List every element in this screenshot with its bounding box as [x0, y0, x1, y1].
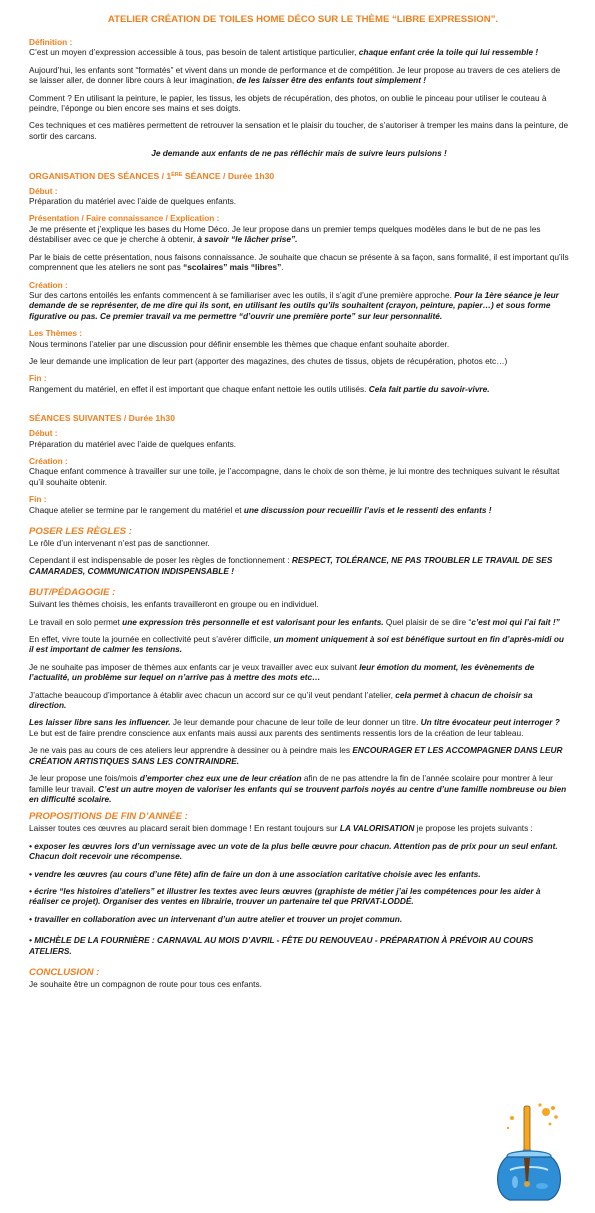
- emphasis: c’est moi qui l’ai fait !”: [471, 616, 560, 627]
- presentation-paragraph-1: [29, 224, 569, 245]
- but-paragraph-2: [29, 617, 569, 627]
- emphasis: chaque enfant crée la toile qui lui ressemble !: [358, 47, 539, 58]
- creation-label: Création :: [29, 279, 68, 290]
- emphasis: Les laisser libre sans les influencer.: [29, 717, 171, 728]
- emphasis: un moment uniquement à soi est bénéfique surtout en fin d’après-midi ou il est important de calmer les tensions.: [29, 634, 565, 655]
- text: Aujourd’hui, les enfants sont “formatés” et vivent dans un monde de performance et de compétition. Je leur propose au travers de ces ateliers de se laisser aller, de donner libre cours à leur imagination,: [29, 64, 561, 86]
- regles-paragraph-2: [29, 555, 569, 576]
- conclusion-text: Je souhaite être un compagnon de route pour tous ces enfants.: [29, 978, 262, 989]
- emphasis: Un titre évocateur peut interroger ?: [420, 717, 560, 728]
- definition-paragraph-4: Ces techniques et ces matières permettent de retrouver la sensation et le plaisir du toucher, de s’autoriser à tremper les mains dans la peinture, de sortir des carcans.: [29, 120, 569, 141]
- suivantes-debut-text: Préparation du matériel avec l’aide de quelques enfants.: [29, 438, 237, 449]
- text: En effet, vivre toute la journée en collectivité peut s’avérer difficile,: [29, 634, 274, 645]
- text: Je leur propose une fois/mois: [29, 773, 140, 784]
- emphasis: leur émotion du moment, les évènements de l’actualité, un problème sur lequel on n’arrive pas à mettre des mots etc…: [29, 661, 535, 683]
- text: Je leur demande pour chacune de leur toile de leur donner un titre.: [170, 717, 421, 728]
- text: ORGANISATION DES SÉANCES / 1: [29, 170, 172, 181]
- but-heading: BUT/PÉDAGOGIE :: [29, 587, 116, 599]
- text: Je ne vais pas au cours de ces ateliers leur apprendre à dessiner ou à peindre mais les: [29, 745, 353, 756]
- emphasis: Pour la 1ère séance je leur demande de se représenter, de me dire qui ils sont, en utilisant les outils qu’ils souhaitent (crayon, peinture, papier…) et sous forme figurative ou pas. Ce premier travail va me permettre “d’ouvrir une première porte” sur leur personnalité.: [29, 289, 559, 321]
- text: Je me présente et j’explique les bases du Home Déco. Je leur propose dans un premier temps quelques modèles dans le but de ne pas les déstabiliser avec ce que je cherche à obtenir,: [29, 223, 541, 245]
- but-paragraph-6: [29, 717, 569, 738]
- text: Cependant il est indispensable de poser les règles de fonctionnement :: [29, 555, 292, 566]
- propositions-heading: PROPOSITIONS DE FIN D’ANNÉE :: [29, 811, 188, 823]
- text: .: [281, 262, 284, 273]
- text: Sur des cartons entoilés les enfants commencent à se familiariser avec les outils, il s’agit d’une première approche.: [29, 289, 455, 300]
- but-paragraph-1: Suivant les thèmes choisis, les enfants travailleront en groupe ou en individuel.: [29, 599, 319, 610]
- proposition-item: • vendre les œuvres (au cours d’une fête) afin de faire un don à une association caritative choisie avec les enfants.: [29, 868, 481, 879]
- emphasis: Cela fait partie du savoir-vivre.: [368, 383, 490, 394]
- text: Laisser toutes ces œuvres au placard serait bien dommage ! En restant toujours sur: [29, 823, 340, 834]
- emphasis: cela permet à chacun de choisir sa direction.: [29, 689, 533, 711]
- fin-label: Fin :: [29, 373, 47, 384]
- but-paragraph-4: [29, 662, 569, 683]
- emphasis: ENCOURAGER ET LES ACCOMPAGNER DANS LEUR CRÉATION ARTISTIQUES SANS LES CONTRAINDRE.: [29, 745, 563, 766]
- themes-paragraph-1: Nous terminons l’atelier par une discussion pour définir ensemble les thèmes que chaque enfant souhaite aborder.: [29, 338, 450, 349]
- definition-heading: Définition :: [29, 37, 73, 47]
- themes-paragraph-2: Je leur demande une implication de leur part (apporter des magazines, des chutes de tissus, objets de récupération, photos etc…): [29, 355, 508, 366]
- conclusion-heading: CONCLUSION :: [29, 966, 100, 978]
- text: Le but est de faire prendre conscience aux enfants mais aussi aux parents des sentiments ressentis lors de la création de leur tableau.: [29, 727, 524, 738]
- text: Rangement du matériel, en effet il est important que chaque enfant nettoie les outils utilisés.: [29, 383, 369, 394]
- emphasis: une expression très personnelle et est valorisant pour les enfants.: [122, 616, 384, 627]
- definition-paragraph-2: [29, 65, 569, 86]
- suivantes-creation-text: Chaque enfant commence à travailler sur une toile, je l’accompagne, dans le choix de son thème, je lui montre des techniques suivant le résultat qu’il souhaite obtenir.: [29, 466, 560, 487]
- text: Chaque atelier se termine par le rangement du matériel et: [29, 504, 244, 515]
- regles-heading: POSER LES RÈGLES :: [29, 526, 132, 537]
- text: afin de ne pas attendre la fin de l’année scolaire pour montrer à leur famille leur travail.: [29, 773, 553, 794]
- proposition-item: • écrire “les histoires d’ateliers” et illustrer les textes avec leurs œuvres (graphiste de métier j’ai les compétences pour les aider à réaliser ce projet). Organiser des ventes en librairie, trouver un partenaire tel que PRIVAT-LODDÉ.: [29, 885, 541, 907]
- but-paragraph-7: [29, 745, 569, 766]
- but-paragraph-5: [29, 690, 569, 711]
- text: J’attache beaucoup d’importance à établir avec chacun un accord sur ce qu’il veut pendant l’atelier,: [29, 689, 396, 700]
- text: Le travail en solo permet: [29, 616, 123, 627]
- text: Par le biais de cette présentation, nous faisons connaissance. Je souhaite que chacun se présente à sa façon, sans formalité, il est important qu’ils comprennent que les ateliers ne sont pas: [29, 251, 569, 273]
- suivantes-fin-paragraph: [29, 505, 569, 515]
- text: Je ne souhaite pas imposer de thèmes aux enfants car je veux travailler avec eux suivant: [29, 661, 360, 672]
- paint-jar-with-brush-icon: [490, 1100, 568, 1204]
- emphasis: RESPECT, TOLÉRANCE, NE PAS TROUBLER LE TRAVAIL DE SES CAMARADES, COMMUNICATION INDISPENSABLE !: [29, 555, 553, 576]
- page-title: ATELIER CRÉATION DE TOILES HOME DÉCO SUR LE THÈME “LIBRE EXPRESSION”.: [107, 14, 499, 25]
- emphasis: LA VALORISATION: [339, 823, 415, 834]
- emphasis: une discussion pour recueillir l’avis et le ressenti des enfants !: [243, 504, 492, 515]
- text: SÉANCE / Durée 1h30: [182, 170, 275, 181]
- organisation-debut-text: Préparation du matériel avec l’aide de quelques enfants.: [29, 196, 237, 207]
- suivantes-fin-label: Fin :: [29, 494, 47, 505]
- definition-paragraph-3: Comment ? En utilisant la peinture, le papier, les tissus, les objets de récupération, des photos, on oublie le pinceau pour utiliser le couteau à peindre, l’éponge ou bien encore ses mains et ses doigts.: [29, 92, 547, 114]
- suivantes-debut-label: Début :: [29, 428, 58, 439]
- propositions-intro: [29, 823, 569, 833]
- suivantes-heading: SÉANCES SUIVANTES / Durée 1h30: [29, 413, 175, 424]
- text: C’est un moyen d’expression accessible à tous, pas besoin de talent artistique particulier,: [29, 47, 359, 58]
- emphasis: de les laisser être des enfants tout simplement !: [236, 75, 427, 86]
- emphasis: à savoir “le lâcher prise”.: [197, 234, 298, 245]
- emphasis: C’est un autre moyen de valoriser les enfants qui se trouvent parfois noyés au centre d’une famille nombreuse ou bien en difficulté scolaire.: [29, 783, 567, 804]
- proposition-item: • exposer les œuvres lors d’un vernissage avec un vote de la plus belle œuvre pour chacun. Attention pas de prix pour un seul enfant. Chacun doit recevoir une récompense.: [29, 840, 558, 862]
- presentation-label: Présentation / Faire connaissance / Explication :: [29, 213, 220, 224]
- definition-paragraph-1: [29, 47, 569, 57]
- text: je propose les projets suivants :: [414, 823, 533, 834]
- superscript: ÈRE: [171, 171, 183, 178]
- text: Quel plaisir de se dire “: [383, 616, 472, 627]
- emphasis: d’emporter chez eux une de leur création: [139, 773, 302, 784]
- organisation-debut-label: Début :: [29, 185, 58, 196]
- regles-paragraph-1: Le rôle d’un intervenant n’est pas de sanctionner.: [29, 538, 210, 548]
- presentation-paragraph-2: [29, 252, 569, 273]
- organisation-heading: [29, 170, 569, 182]
- emphasis: “scolaires” mais “libres”: [183, 262, 282, 273]
- definition-paragraph-5: Je demande aux enfants de ne pas réfléchir mais de suivre leurs pulsions !: [151, 148, 447, 159]
- themes-label: Les Thèmes :: [29, 328, 83, 339]
- document: [29, 14, 569, 996]
- but-paragraph-3: [29, 634, 569, 655]
- proposition-item: • travailler en collaboration avec un intervenant d’un autre atelier et trouver un projet commun.: [29, 913, 403, 924]
- but-paragraph-8: [29, 773, 569, 804]
- creation-paragraph: [29, 290, 569, 321]
- suivantes-creation-label: Création :: [29, 455, 68, 466]
- proposition-item: • MICHÈLE DE LA FOURNIÈRE : CARNAVAL AU MOIS D’AVRIL - FÊTE DU RENOUVEAU - PRÉPARATION À PRÉVOIR AU COURS ATELIERS.: [29, 935, 534, 956]
- fin-paragraph: [29, 384, 569, 394]
